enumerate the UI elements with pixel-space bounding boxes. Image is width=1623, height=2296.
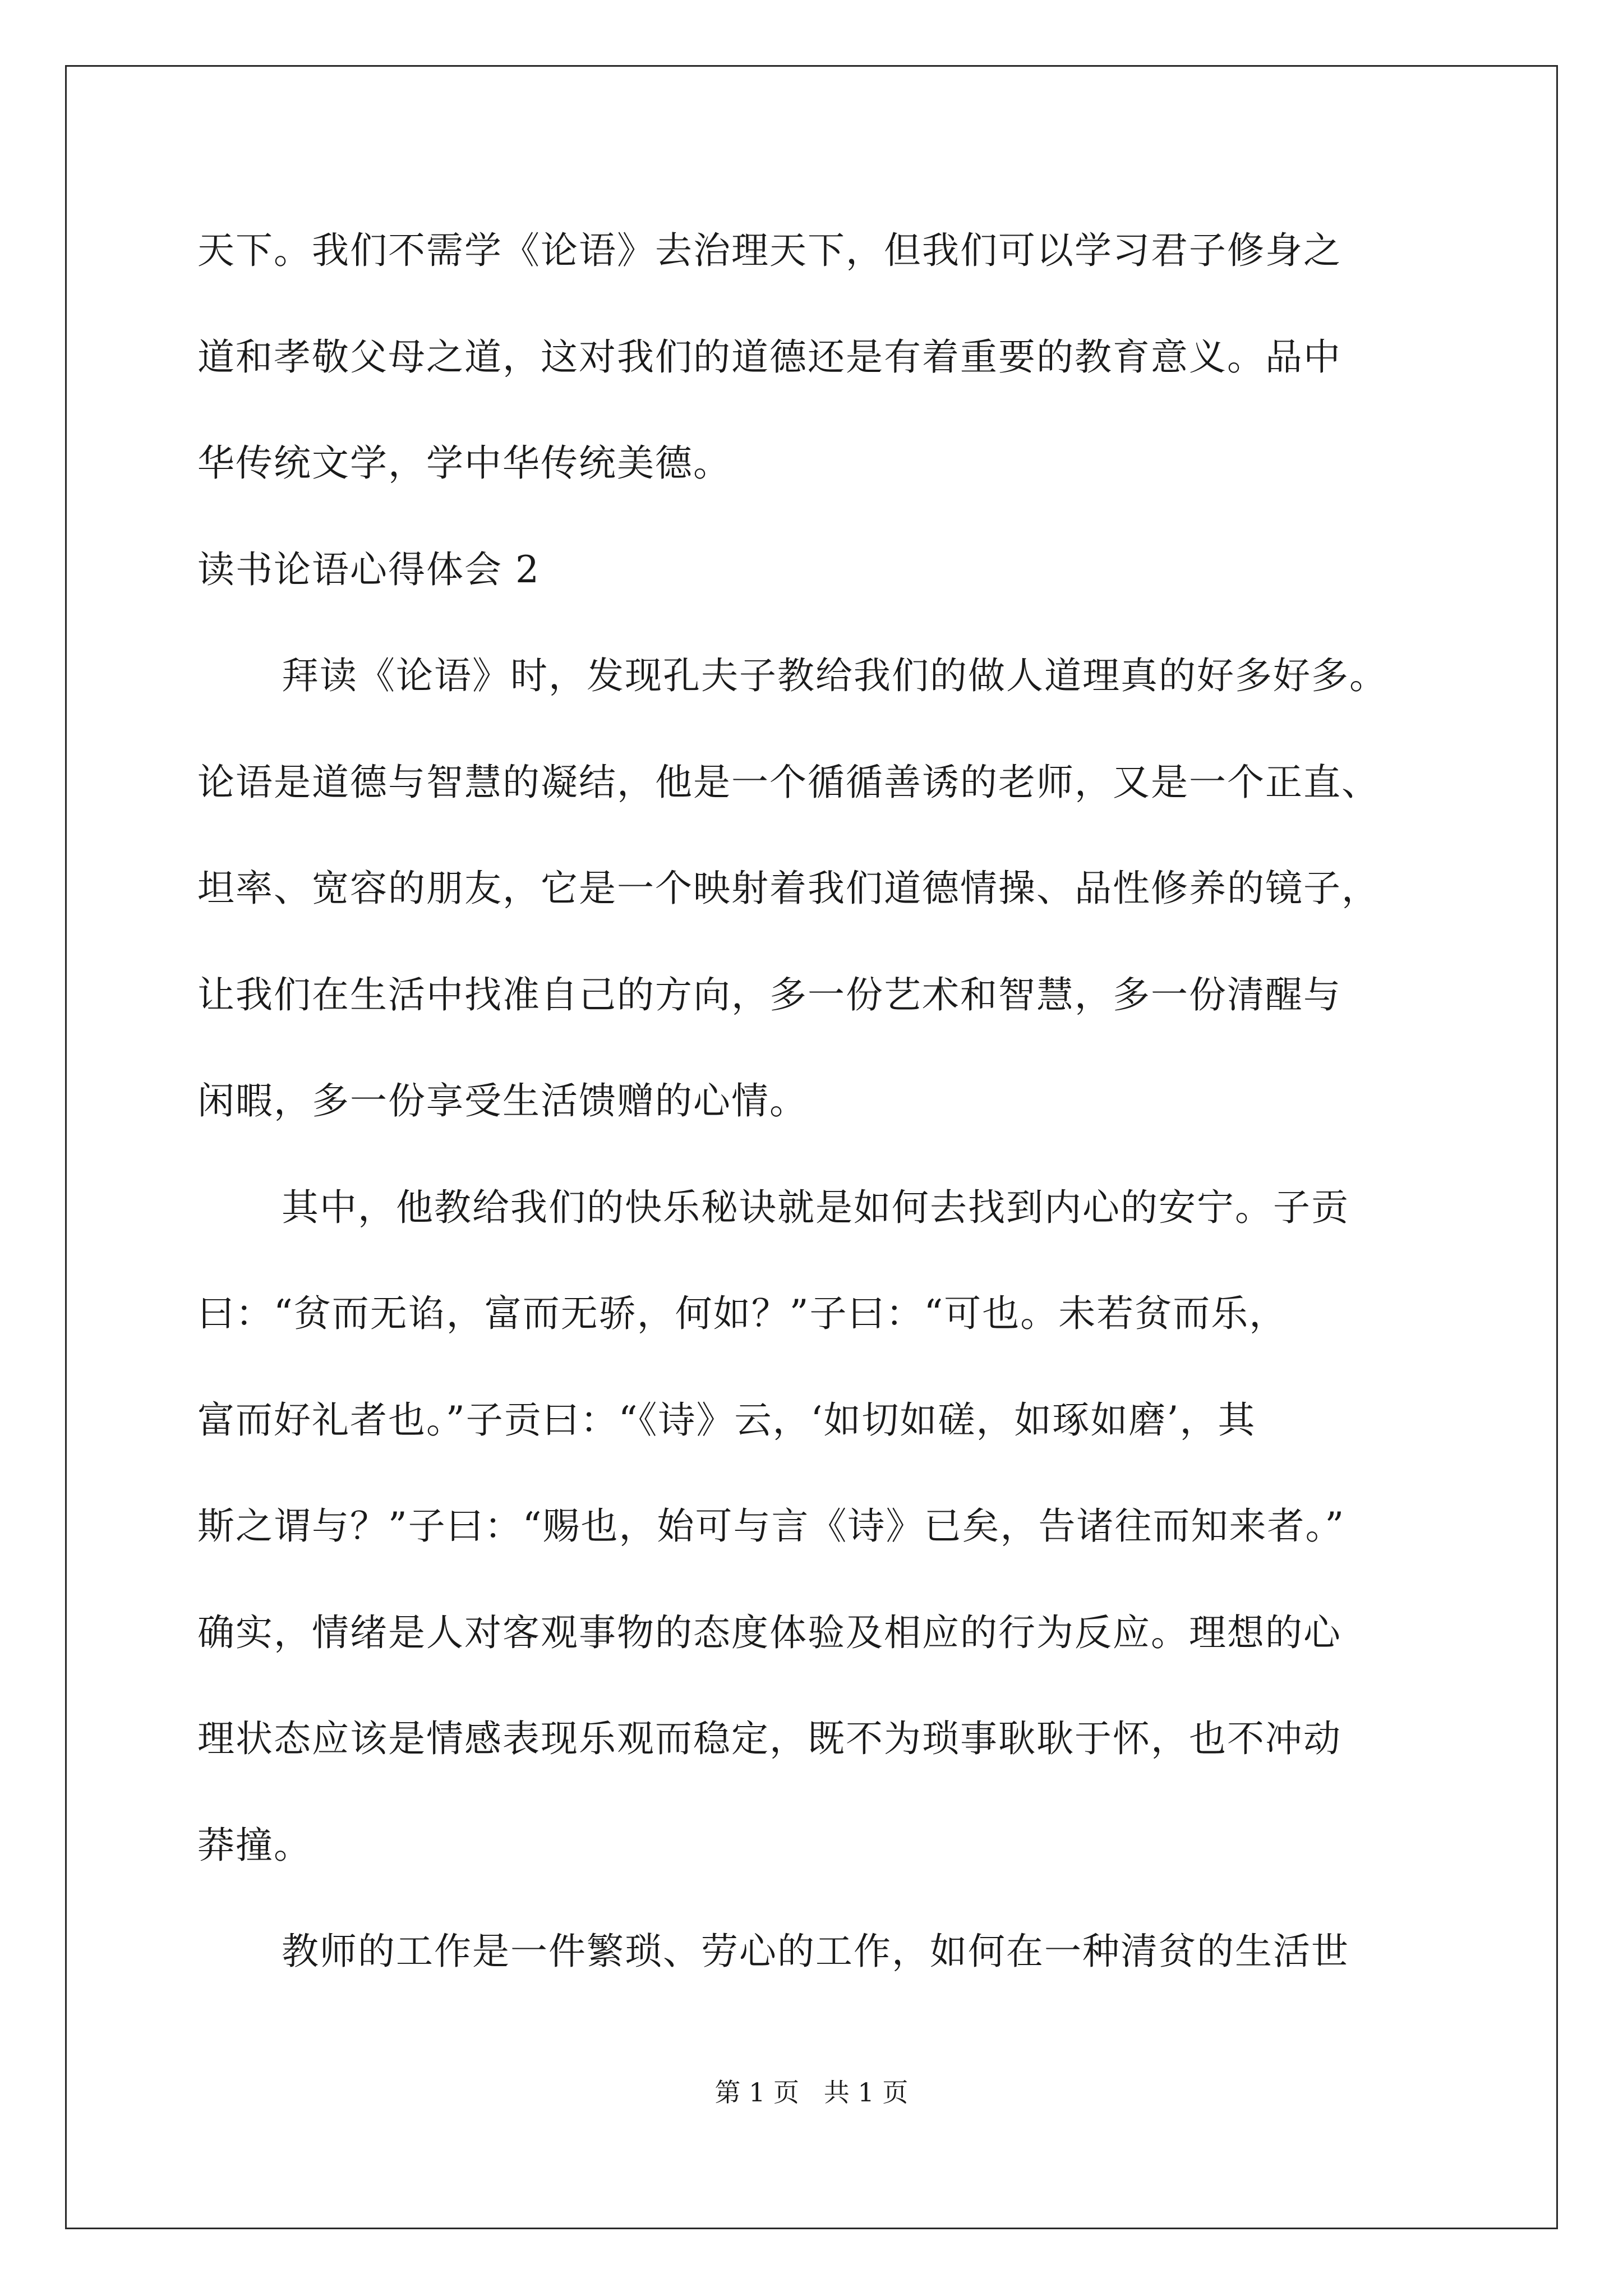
paragraph-first-line: 拜读《论语》时，发现孔夫子教给我们的做人道理真的好多好多。	[282, 654, 1387, 697]
body-text-line: 让我们在生活中找准自己的方向，多一份艺术和智慧，多一份清醒与	[197, 973, 1341, 1016]
paragraph-first-line: 其中，他教给我们的快乐秘诀就是如何去找到内心的安宁。子贡	[282, 1186, 1349, 1229]
body-text-line: 曰：“贫而无谄，富而无骄，何如？”子曰：“可也。未若贫而乐，	[197, 1292, 1288, 1335]
body-text-line: 天下。我们不需学《论语》去治理天下，但我们可以学习君子修身之	[197, 229, 1341, 272]
body-text-line: 莽撞。	[197, 1824, 312, 1867]
section-heading: 读书论语心得体会 2	[197, 548, 540, 591]
page-number-footer: 第 1 页 共 1 页	[714, 2077, 909, 2108]
body-text-line: 富而好礼者也。”子贡曰：“《诗》云，‘如切如磋，如琢如磨’，其	[197, 1398, 1256, 1442]
body-text-line: 论语是道德与智慧的凝结，他是一个循循善诱的老师，又是一个正直、	[197, 761, 1380, 804]
body-text-line: 华传统文学，学中华传统美德。	[197, 441, 731, 485]
body-text-line: 坦率、宽容的朋友，它是一个映射着我们道德情操、品性修养的镜子，	[197, 867, 1380, 910]
body-text-line: 确实，情绪是人对客观事物的态度体验及相应的行为反应。理想的心	[197, 1611, 1341, 1654]
page-frame	[65, 65, 1558, 2229]
body-text-line: 道和孝敬父母之道，这对我们的道德还是有着重要的教育意义。品中	[197, 335, 1341, 379]
body-text-line: 理状态应该是情感表现乐观而稳定，既不为琐事耿耿于怀，也不冲动	[197, 1717, 1341, 1760]
paragraph-first-line: 教师的工作是一件繁琐、劳心的工作，如何在一种清贫的生活世	[282, 1930, 1349, 1973]
body-text-line: 斯之谓与？”子曰：“赐也，始可与言《诗》已矣，告诸往而知来者。”	[197, 1504, 1345, 1548]
body-text-line: 闲暇，多一份享受生活馈赠的心情。	[197, 1079, 808, 1122]
